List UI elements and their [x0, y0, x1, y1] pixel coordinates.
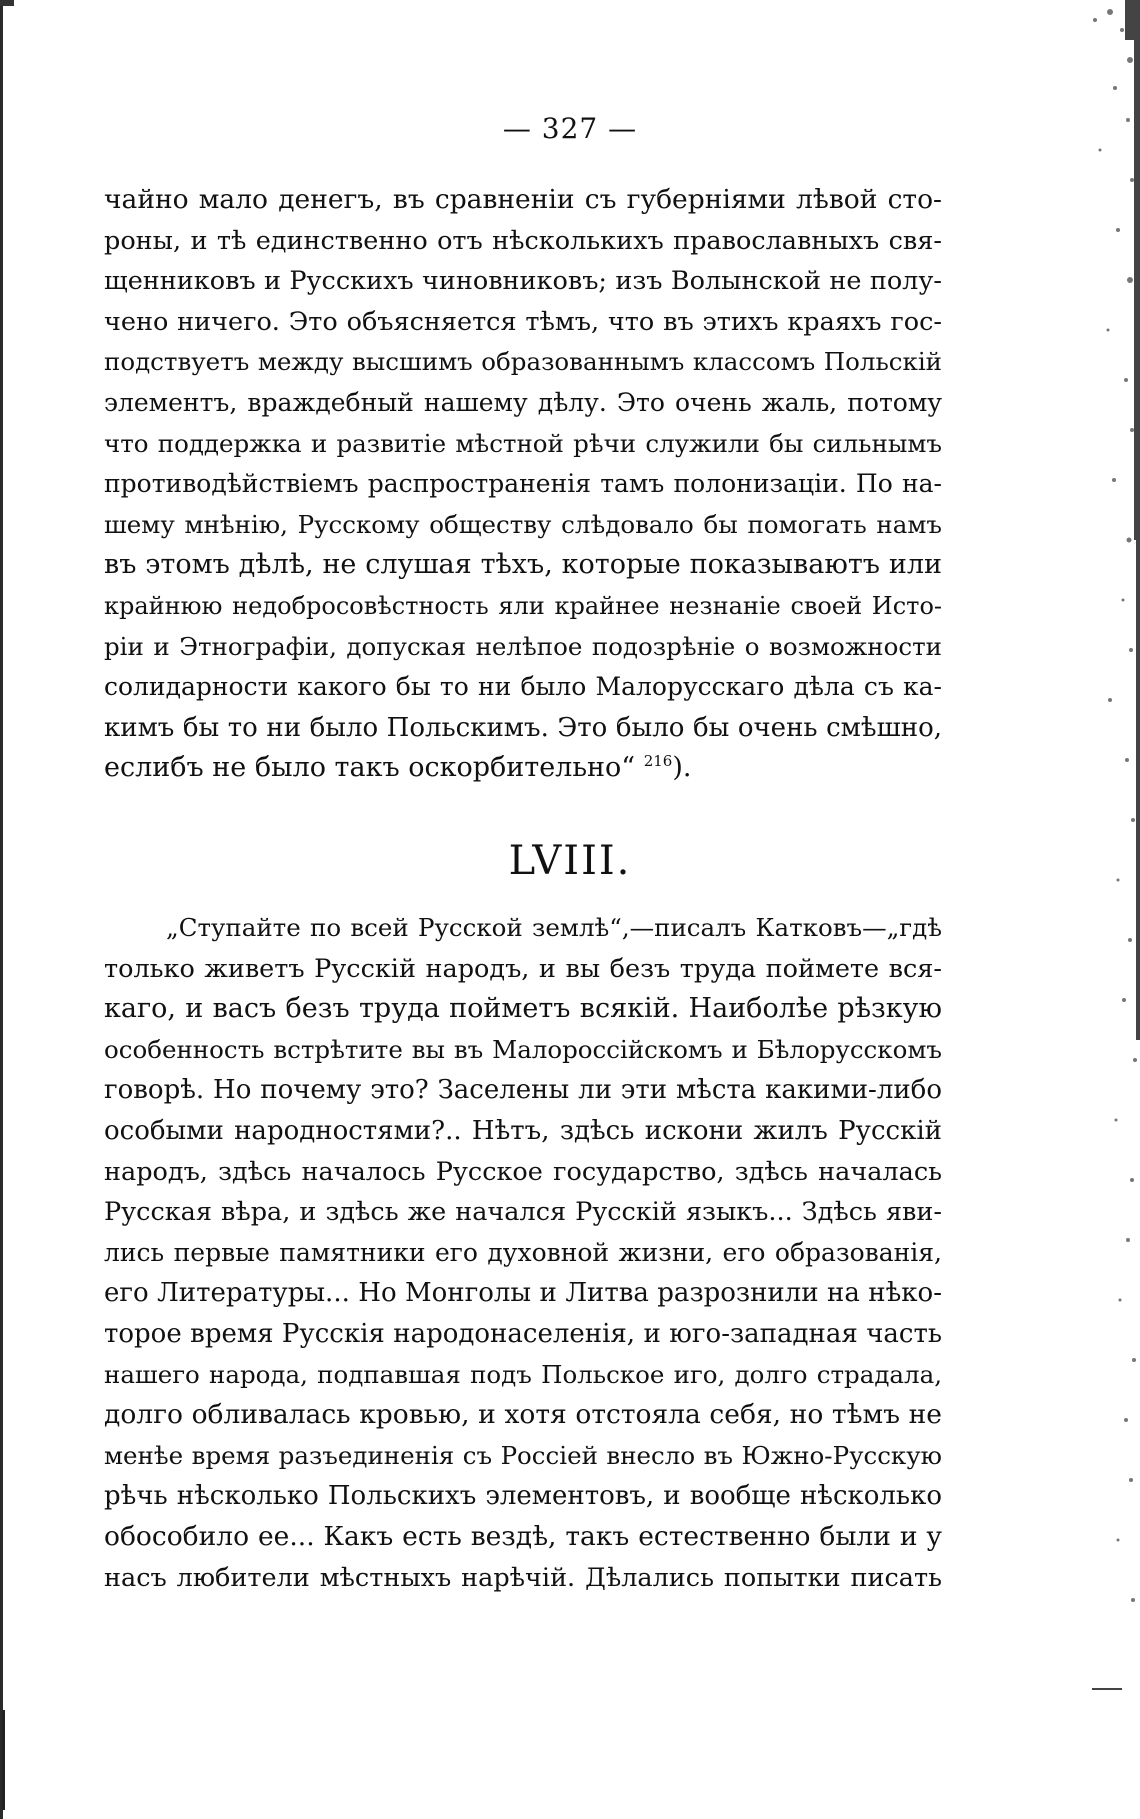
text-line: кимъ бы то ни было Польскимъ. Это было бы очень смѣшно, [104, 712, 942, 743]
text-line: что поддержка и развитіе мѣстной рѣчи служили бы сильнымъ [104, 428, 942, 458]
text-line: чайно мало денегъ, въ сравненіи съ губерніями лѣвой сто- [104, 184, 942, 215]
text-line: народъ, здѣсь началось Русское государство, здѣсь началась [104, 1156, 942, 1187]
text-line: въ этомъ дѣлѣ, не слушая тѣхъ, которые показываютъ или [104, 549, 942, 581]
text-line: особенность встрѣтите вы въ Малороссійскомъ и Бѣлорусскомъ [104, 1034, 942, 1064]
text-line: роны, и тѣ единственно отъ нѣсколькихъ православныхъ свя- [104, 225, 942, 256]
text-line: долго обливалась кровью, и хотя отстояла себя, но тѣмъ не [104, 1399, 942, 1431]
text-line: элементъ, враждебный нашему дѣлу. Это очень жаль, потому [104, 387, 942, 417]
text-line: его Литературы... Но Монголы и Литва разрознили на нѣко- [104, 1278, 942, 1309]
text-line-last [104, 748, 942, 789]
footnote-ref[interactable]: 216 [643, 752, 673, 771]
top-paragraph [104, 180, 942, 789]
text-line: крайнюю недобросовѣстность яли крайнее незнаніе своей Исто- [104, 591, 942, 620]
last-line-tail: ). [672, 752, 692, 784]
text-line: щенниковъ и Русскихъ чиновниковъ; изъ Волынской не полу- [104, 266, 942, 297]
text-line: нашего народа, подпавшая подъ Польское иго, долго страдала, [104, 1359, 942, 1389]
text-line: лись первые памятники его духовной жизни, его образованія, [104, 1237, 942, 1267]
chapter-heading: LVIII. [508, 838, 632, 884]
text-line: рѣчь нѣсколько Польскихъ элементовъ, и вообще нѣсколько [104, 1481, 942, 1512]
text-line: подствуетъ между высшимъ образованнымъ классомъ Польскій [104, 347, 942, 377]
text-line: особыми народностями?.. Нѣтъ, здѣсь искони жилъ Русскій [104, 1115, 942, 1146]
text-line: шему мнѣнію, Русскому обществу слѣдовало бы помогать намъ [104, 509, 942, 539]
text-line: говорѣ. Но почему это? Заселены ли эти мѣста какими-либо [104, 1075, 942, 1106]
text-line: обособило ее... Какъ есть вездѣ, такъ естественно были и у [104, 1520, 942, 1552]
text-line: менѣе время разъединенія съ Россіей внесло въ Южно-Русскую [104, 1440, 942, 1470]
text-line: каго, и васъ безъ труда пойметъ всякій. Наиболѣе рѣзкую [104, 993, 942, 1025]
text-line: ріи и Этнографіи, допуская нелѣпое подозрѣніе о возможности [104, 631, 942, 661]
text-line: солидарности какого бы то ни было Малорусскаго дѣла съ ка- [104, 672, 942, 702]
text-line: только живетъ Русскій народъ, и вы безъ труда поймете вся- [104, 953, 942, 984]
last-line-text: еслибъ не было такъ оскорбительно“ [104, 752, 636, 784]
page-number: — 327 — [502, 112, 638, 145]
scan-left-edge [0, 0, 14, 1819]
text-line: „Ступайте по всей Русской землѣ“,—писалъ Катковъ—„гдѣ [166, 913, 942, 942]
text-line: чено ничего. Это объясняется тѣмъ, что въ этихъ краяхъ гос- [104, 306, 942, 337]
scan-right-edge [990, 0, 1140, 1819]
text-line: противодѣйствіемъ распространенія тамъ полонизаціи. По на- [104, 469, 942, 499]
text-line: Русская вѣра, и здѣсь же начался Русскій языкъ... Здѣсь яви- [104, 1197, 942, 1228]
text-line: торое время Русскія народонаселенія, и юго-западная часть [104, 1318, 942, 1349]
text-line: насъ любители мѣстныхъ нарѣчій. Дѣлались попытки писать [104, 1562, 942, 1593]
bottom-paragraph [104, 908, 942, 1598]
